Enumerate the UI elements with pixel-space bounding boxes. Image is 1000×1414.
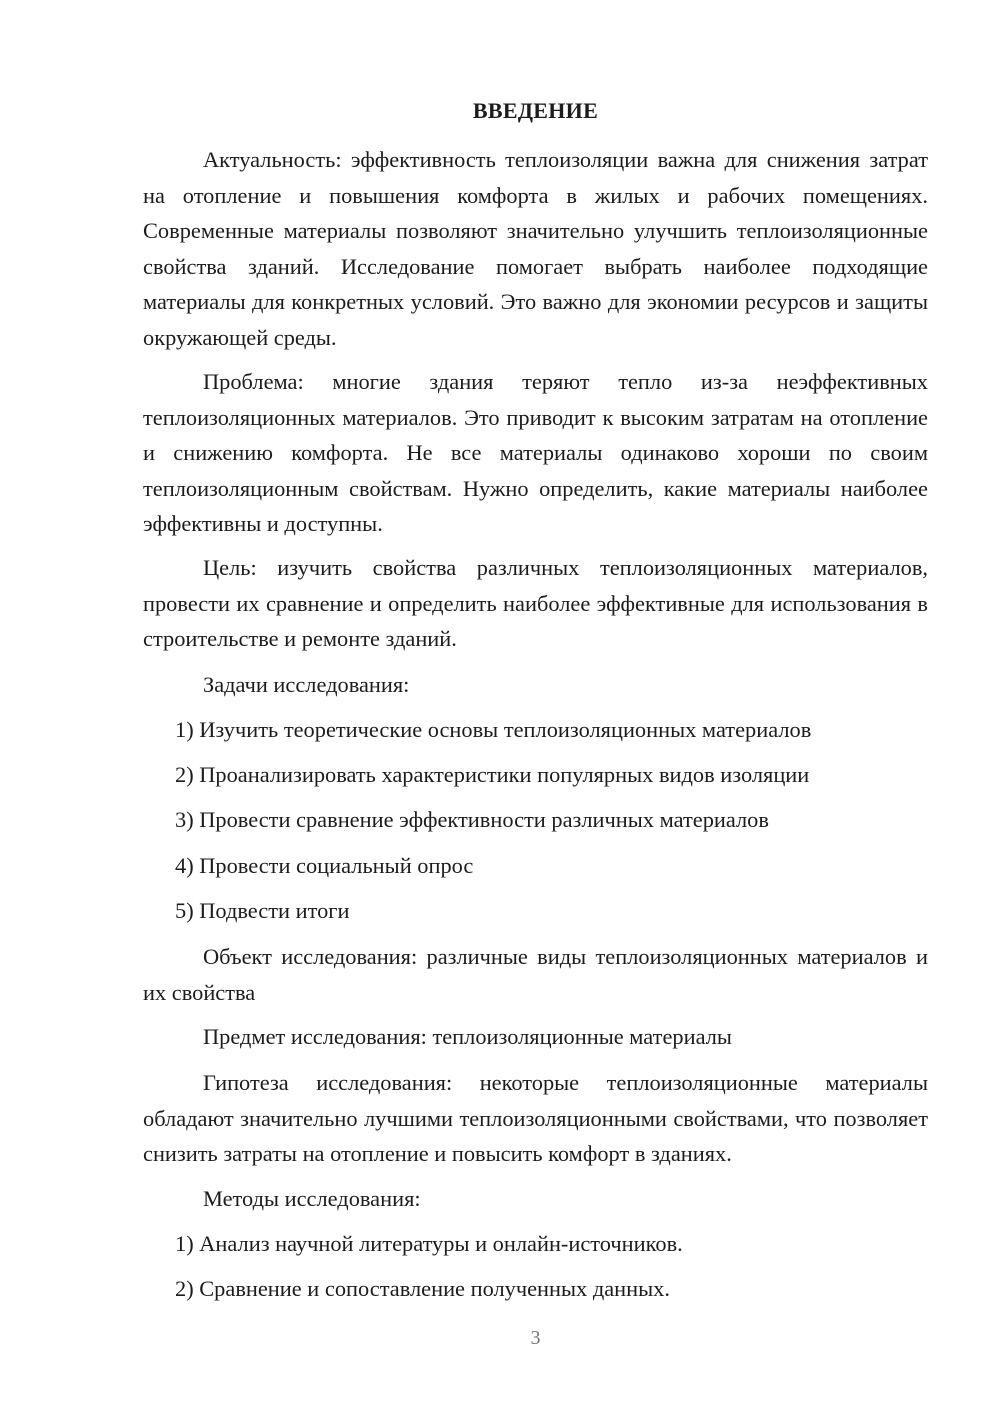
goal-paragraph: Цель: изучить свойства различных теплоизоляционных материалов, провести их сравнение и определить наиболее эффективные для использования в строительстве и ремонте зданий. — [143, 555, 928, 652]
method-item: 1) Анализ научной литературы и онлайн-источников. — [175, 1231, 683, 1256]
problem-paragraph: Проблема: многие здания теряют тепло из-за неэффективных теплоизоляционных материалов. Это приводит к высоким затратам на отопление и снижению комфорта. Не все материалы одинаково хороши по своим теплоизоляционным свойствам. Нужно определить, какие материалы наиболее эффективны и доступны. — [143, 369, 928, 537]
tasks-heading: Задачи исследования: — [203, 672, 410, 697]
task-item: 2) Проанализировать характеристики популярных видов изоляции — [175, 762, 810, 787]
page-title: ВВЕДЕНИЕ — [472, 98, 599, 123]
task-item: 5) Подвести итоги — [175, 898, 350, 923]
hypothesis-paragraph: Гипотеза исследования: некоторые теплоизоляционные материалы обладают значительно лучшими теплоизоляционными свойствами, что позволяет снизить затраты на отопление и повысить комфорт в зданиях. — [143, 1070, 928, 1167]
method-item: 2) Сравнение и сопоставление полученных данных. — [175, 1276, 670, 1301]
task-item: 1) Изучить теоретические основы теплоизоляционных материалов — [175, 717, 812, 742]
page-number: 3 — [530, 1327, 541, 1349]
object-paragraph: Объект исследования: различные виды теплоизоляционных материалов и их свойства — [143, 944, 928, 1005]
relevance-paragraph: Актуальность: эффективность теплоизоляции важна для снижения затрат на отопление и повышения комфорта в жилых и рабочих помещениях. Современные материалы позволяют значительно улучшить теплоизоляционные свойства зданий. Исследование помогает выбрать наиболее подходящие материалы для конкретных условий. Это важно для экономии ресурсов и защиты окружающей среды. — [143, 147, 928, 350]
methods-heading: Методы исследования: — [203, 1186, 421, 1211]
document-page — [143, 0, 928, 1414]
task-item: 3) Провести сравнение эффективности различных материалов — [175, 807, 769, 832]
task-item: 4) Провести социальный опрос — [175, 853, 474, 878]
subject-paragraph: Предмет исследования: теплоизоляционные материалы — [203, 1024, 732, 1049]
